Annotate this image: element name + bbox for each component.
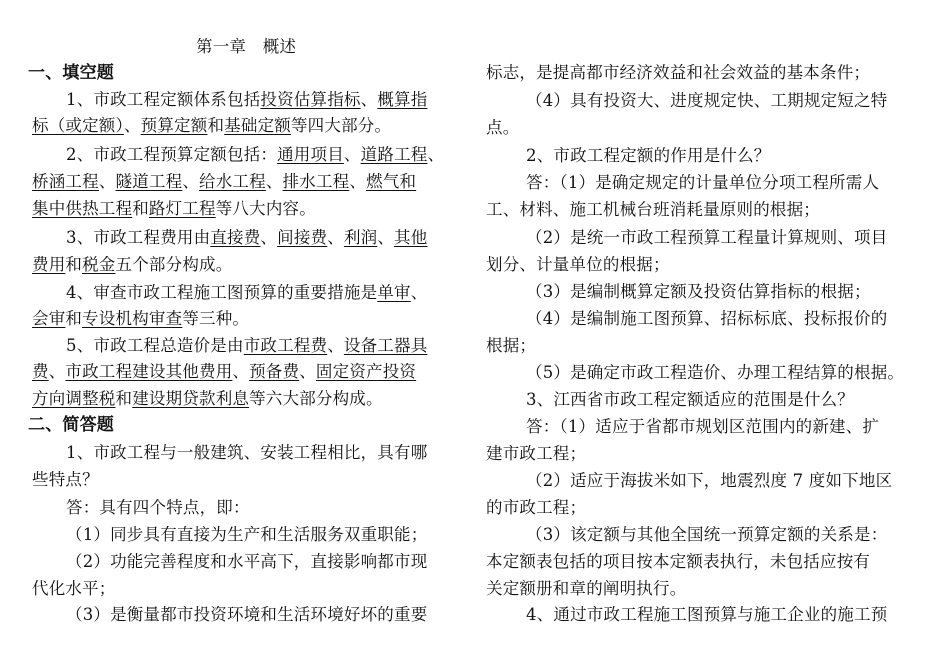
sa1-point-3: （3）是衡量都市投资环境和生活环境好坏的重要 <box>66 605 428 624</box>
text: 、 <box>48 362 66 381</box>
sa3-answer-2: （2）适应于海拔米如下，地震烈度 7 度如下地区 <box>526 471 893 490</box>
sa1-point-3-cont: 标志，是提高都市经济效益和社会效益的基本条件； <box>486 63 871 82</box>
answer-blank: 通用项目 <box>277 145 344 164</box>
q2-line-2 <box>32 169 416 195</box>
sa3-answer-3-end: 关定额册和章的阐明执行。 <box>486 579 687 598</box>
sa2-answer-3: （3）是编制概算定额及投资估算指标的根据； <box>526 282 871 301</box>
text: 和 <box>132 199 149 218</box>
answer-blank: 税金 <box>82 255 116 274</box>
sa3-answer-2-cont: 的市政工程； <box>486 498 587 517</box>
answer-blank: 单审 <box>377 283 411 302</box>
sa3-answer-1-cont: 建市政工程； <box>486 444 587 463</box>
text: 、 <box>427 145 445 164</box>
sa2-answer-4: （4）是编制施工图预算、招标标底、投标报价的 <box>526 309 888 328</box>
answer-blank: 设备工器具 <box>343 336 428 355</box>
text: 、 <box>349 172 367 191</box>
text: 、 <box>98 172 116 191</box>
answer-blank: 基础定额 <box>224 116 291 135</box>
q1-line-2 <box>32 113 391 139</box>
answer-blank: 方向调整税 <box>32 389 116 408</box>
text: 等八大内容。 <box>215 199 316 218</box>
answer-blank: 直接费 <box>210 228 261 247</box>
text: 、 <box>343 145 361 164</box>
text: 等六大部分构成。 <box>249 389 383 408</box>
chapter-title: 第一章 概述 <box>196 37 297 56</box>
text: 、 <box>182 172 200 191</box>
q5-line-2 <box>32 359 416 385</box>
answer-blank: 投资估算指标 <box>260 90 361 109</box>
text: 、 <box>123 116 141 135</box>
answer-blank: 市政工程建设其他费用 <box>65 362 233 381</box>
sa2-answer-2: （2）是统一市政工程预算工程量计算规则、项目 <box>526 228 888 247</box>
text: 和 <box>115 389 133 408</box>
answer-blank: 间接费 <box>277 228 328 247</box>
text: 等四大部分。 <box>290 116 392 135</box>
q4-line-1 <box>66 280 427 306</box>
q4-line-2 <box>32 306 249 332</box>
answer-blank: 标（或定额） <box>32 116 124 135</box>
sa2-answer-1-cont: 工、材料、施工机械台班消耗量原则的根据； <box>486 200 820 219</box>
q5-line-3 <box>32 386 383 412</box>
text: 3、市政工程费用由 <box>66 228 211 247</box>
answer-blank: 概算指 <box>377 90 428 109</box>
text: 、 <box>260 228 278 247</box>
text: 、 <box>265 172 283 191</box>
answer-blank: 道路工程 <box>360 145 428 164</box>
sa2-answer-4-cont: 根据； <box>486 336 537 355</box>
section-heading-short-answer: 二、简答题 <box>28 415 114 435</box>
answer-blank: 给水工程 <box>199 172 266 191</box>
text: 和 <box>65 309 83 328</box>
sa1-line-1: 1、市政工程与一般建筑、安装工程相比，具有哪 <box>66 443 428 462</box>
sa2-answer-1: 答：（1）是确定规定的计量单位分项工程所需人 <box>526 173 880 192</box>
q2-line-3 <box>32 196 316 222</box>
text: 和 <box>207 116 225 135</box>
answer-blank: 集中供热工程 <box>32 199 133 218</box>
answer-blank: 会审 <box>32 309 66 328</box>
sa2-answer-2-cont: 划分、计量单位的根据； <box>486 255 670 274</box>
q3-line-2 <box>32 252 232 278</box>
answer-blank: 利润 <box>343 228 378 247</box>
answer-blank: 其他 <box>394 228 428 247</box>
answer-blank: 专设机构审查 <box>82 309 183 328</box>
text: 2、市政工程预算定额包括： <box>66 145 278 164</box>
sa3-question: 3、江西省市政工程定额适应的范围是什么？ <box>526 390 854 409</box>
sa1-point-4-cont: 点。 <box>486 118 520 137</box>
text: 五个部分构成。 <box>115 255 233 274</box>
answer-blank: 费 <box>32 362 49 381</box>
q5-line-1 <box>66 333 427 359</box>
text: 、 <box>232 362 250 381</box>
text: 、 <box>327 336 344 355</box>
answer-blank: 桥涵工程 <box>32 172 99 191</box>
sa2-answer-5: （5）是确定市政工程造价、办理工程结算的根据。 <box>526 363 905 382</box>
sa3-answer-1: 答：（1）适应于省都市规划区范围内的新建、扩 <box>526 417 880 436</box>
q1-line-1 <box>66 87 427 113</box>
answer-blank: 燃气和 <box>366 172 417 191</box>
answer-blank: 预备费 <box>249 362 300 381</box>
sa3-answer-3: （3）该定额与其他全国统一预算定额的关系是： <box>526 525 888 544</box>
answer-blank: 市政工程费 <box>243 336 328 355</box>
answer-blank: 固定资产投资 <box>315 362 417 381</box>
sa1-point-2: （2）功能完善程度和水平高下，直接影响都市现 <box>66 552 428 571</box>
sa4-question: 4、通过市政工程施工图预算与施工企业的施工预 <box>526 605 888 624</box>
text: 等三种。 <box>182 309 250 328</box>
q2-line-1 <box>66 142 444 168</box>
sa1-point-4: （4）具有投资大、进度规定快、工期规定短之特 <box>526 91 888 110</box>
answer-blank: 建设期贷款利息 <box>132 389 250 408</box>
text: 、 <box>410 283 428 302</box>
sa2-question: 2、市政工程定额的作用是什么？ <box>526 146 771 165</box>
text: 5、市政工程总造价是由 <box>66 336 244 355</box>
answer-blank: 预算定额 <box>140 116 208 135</box>
sa1-line-2: 些特点？ <box>32 470 99 489</box>
text: 、 <box>299 362 316 381</box>
sa3-answer-3-cont: 本定额表包括的项目按本定额表执行，未包括应按有 <box>486 552 871 571</box>
answer-blank: 路灯工程 <box>148 199 216 218</box>
q3-line-1 <box>66 225 427 251</box>
answer-blank: 排水工程 <box>282 172 350 191</box>
answer-blank: 隧道工程 <box>115 172 183 191</box>
sa1-point-1: （1）同步具有直接为生产和生活服务双重职能； <box>66 525 428 544</box>
text: 、 <box>327 228 344 247</box>
text: 和 <box>65 255 83 274</box>
text: 4、审查市政工程施工图预算的重要措施是 <box>66 283 378 302</box>
text: 、 <box>360 90 378 109</box>
text: 1、市政工程定额体系包括 <box>66 90 261 109</box>
sa1-answer-intro: 答：具有四个特点，即： <box>66 498 250 517</box>
sa1-point-2-cont: 代化水平； <box>32 579 116 598</box>
section-heading-fill-in: 一、填空题 <box>28 63 114 83</box>
answer-blank: 费用 <box>32 255 66 274</box>
text: 、 <box>377 228 395 247</box>
